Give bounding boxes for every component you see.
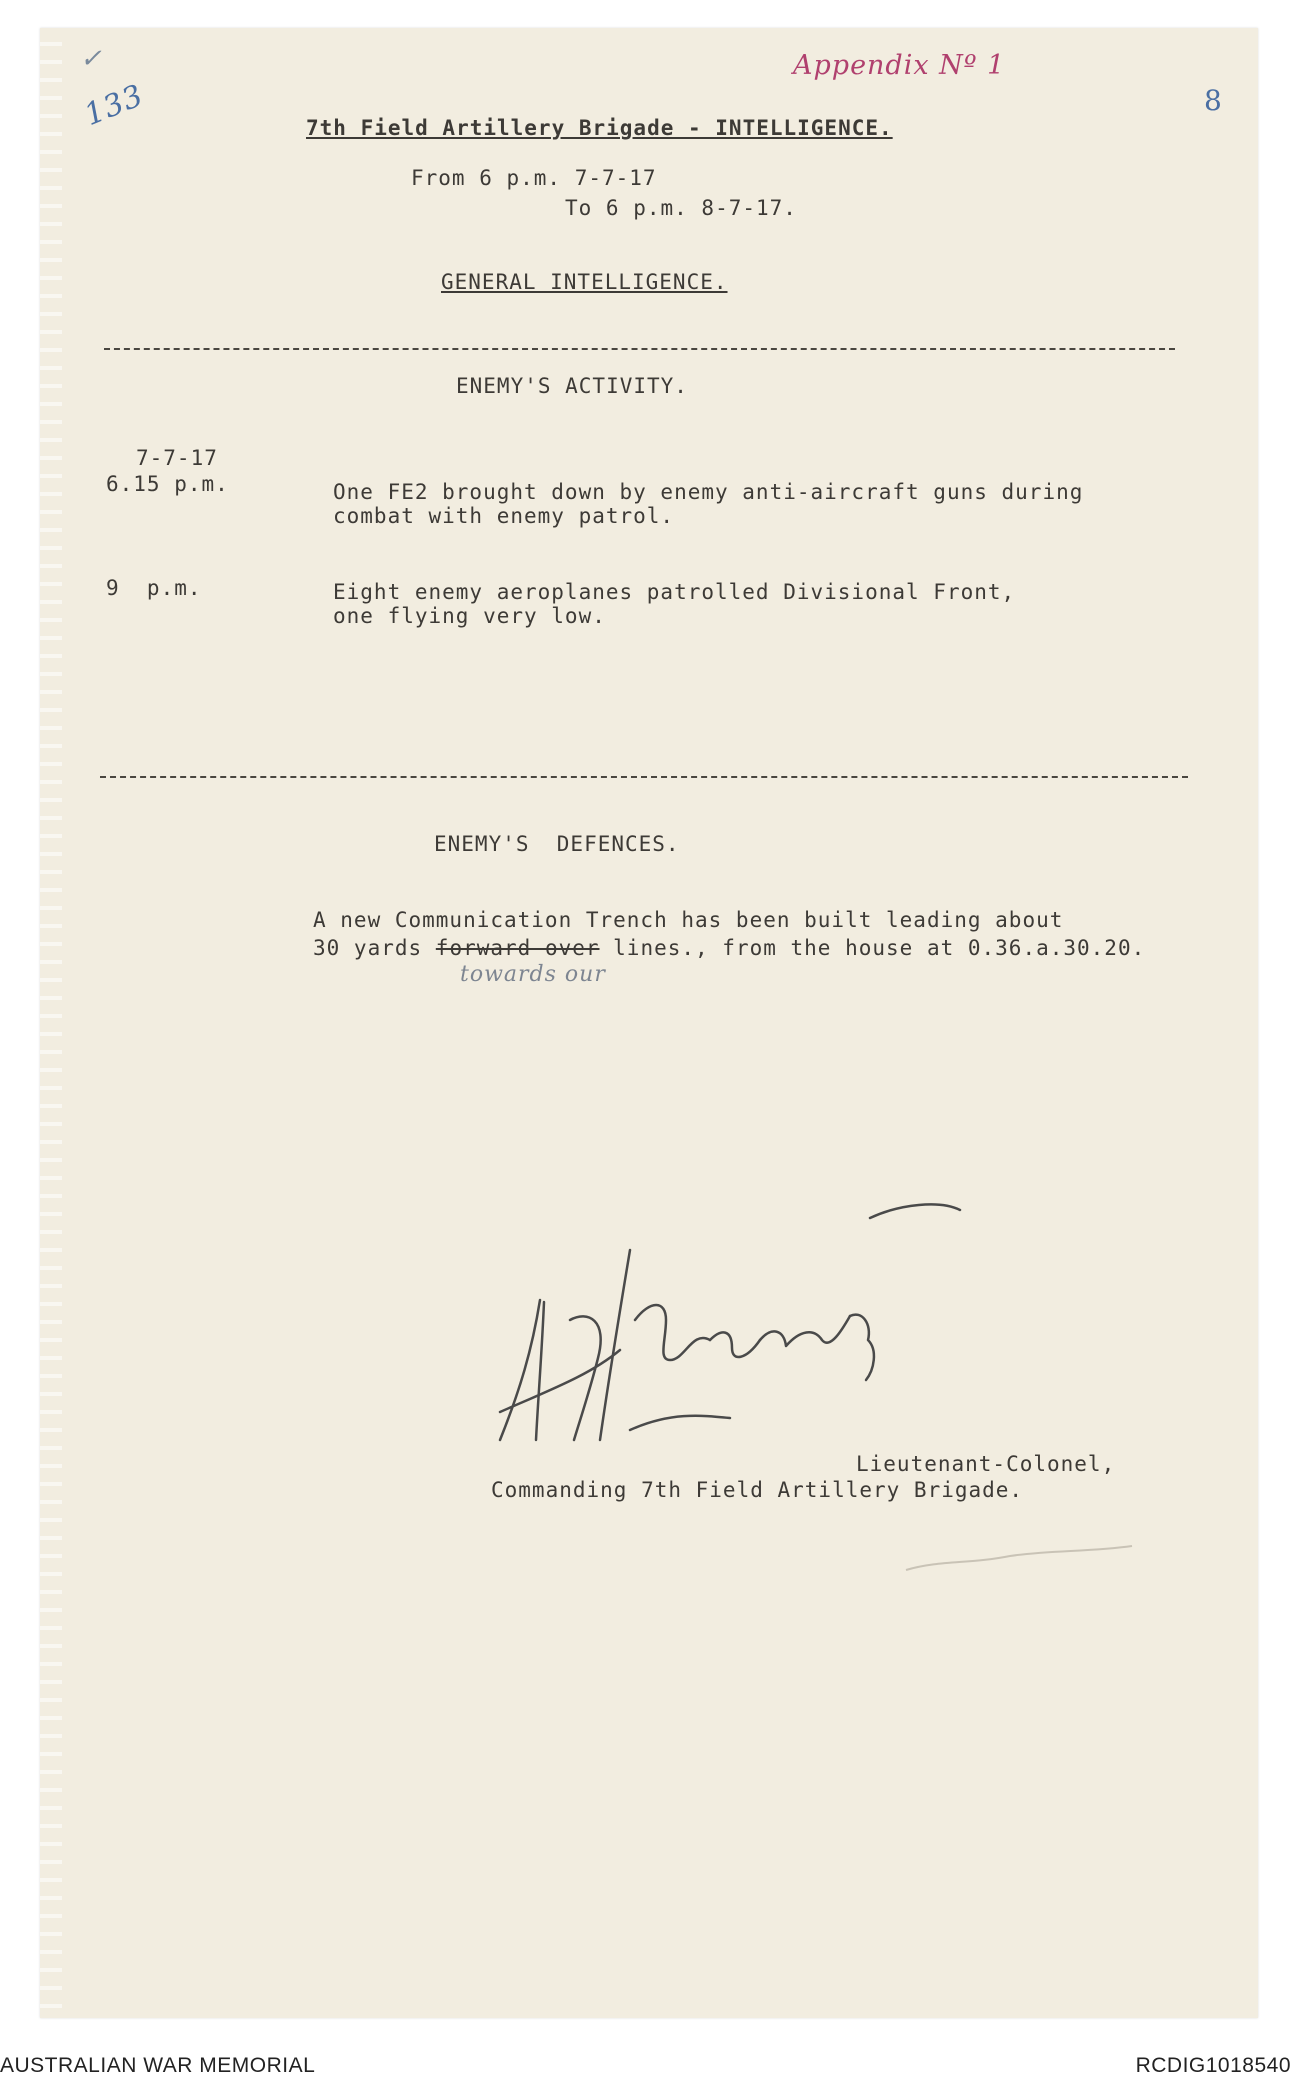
entry-text-line: One FE2 brought down by enemy anti-aircraft guns during xyxy=(333,480,1084,504)
divider-line xyxy=(104,348,1175,350)
struck-out-text: forward over xyxy=(435,936,600,960)
footer-catalogue-id: RCDIG1018540 xyxy=(1135,2054,1291,2077)
entry-text-line: Eight enemy aeroplanes patrolled Divisional Front, xyxy=(333,580,1016,604)
check-mark: ✓ xyxy=(80,44,103,74)
defences-text-part: 30 yards xyxy=(313,936,436,960)
document-title: 7th Field Artillery Brigade - INTELLIGENCE. xyxy=(306,116,893,140)
footer-source: AUSTRALIAN WAR MEMORIAL xyxy=(0,2054,316,2077)
handwritten-correction: towards our xyxy=(460,962,606,987)
signatory-command: Commanding 7th Field Artillery Brigade. xyxy=(491,1478,1024,1502)
entry-text-line: one flying very low. xyxy=(333,604,606,628)
folio-number-right: 8 xyxy=(1204,84,1223,117)
entry-time: 9 p.m. xyxy=(106,576,202,600)
pencil-mark xyxy=(900,1540,1140,1580)
period-to: To 6 p.m. 8-7-17. xyxy=(565,196,797,220)
defences-heading: ENEMY'S DEFENCES. xyxy=(434,832,680,856)
defences-text-part: lines., from the house at 0.36.a.30.20. xyxy=(599,936,1146,960)
folio-number-left: 133 xyxy=(79,77,149,134)
signatory-rank: Lieutenant-Colonel, xyxy=(856,1452,1116,1476)
entry-text-line: combat with enemy patrol. xyxy=(333,504,675,528)
appendix-annotation: Appendix Nº 1 xyxy=(793,50,1006,81)
section-heading: GENERAL INTELLIGENCE. xyxy=(441,270,728,294)
period-from: From 6 p.m. 7-7-17 xyxy=(411,166,657,190)
defences-text-line: A new Communication Trench has been built leading about xyxy=(313,908,1064,932)
signature xyxy=(470,1190,970,1450)
document-page xyxy=(40,28,1258,2018)
activity-heading: ENEMY'S ACTIVITY. xyxy=(456,374,688,398)
entry-time: 6.15 p.m. xyxy=(106,472,229,496)
entry-date: 7-7-17 xyxy=(136,446,218,470)
divider-line xyxy=(100,776,1188,778)
defences-text-line xyxy=(313,936,1145,960)
